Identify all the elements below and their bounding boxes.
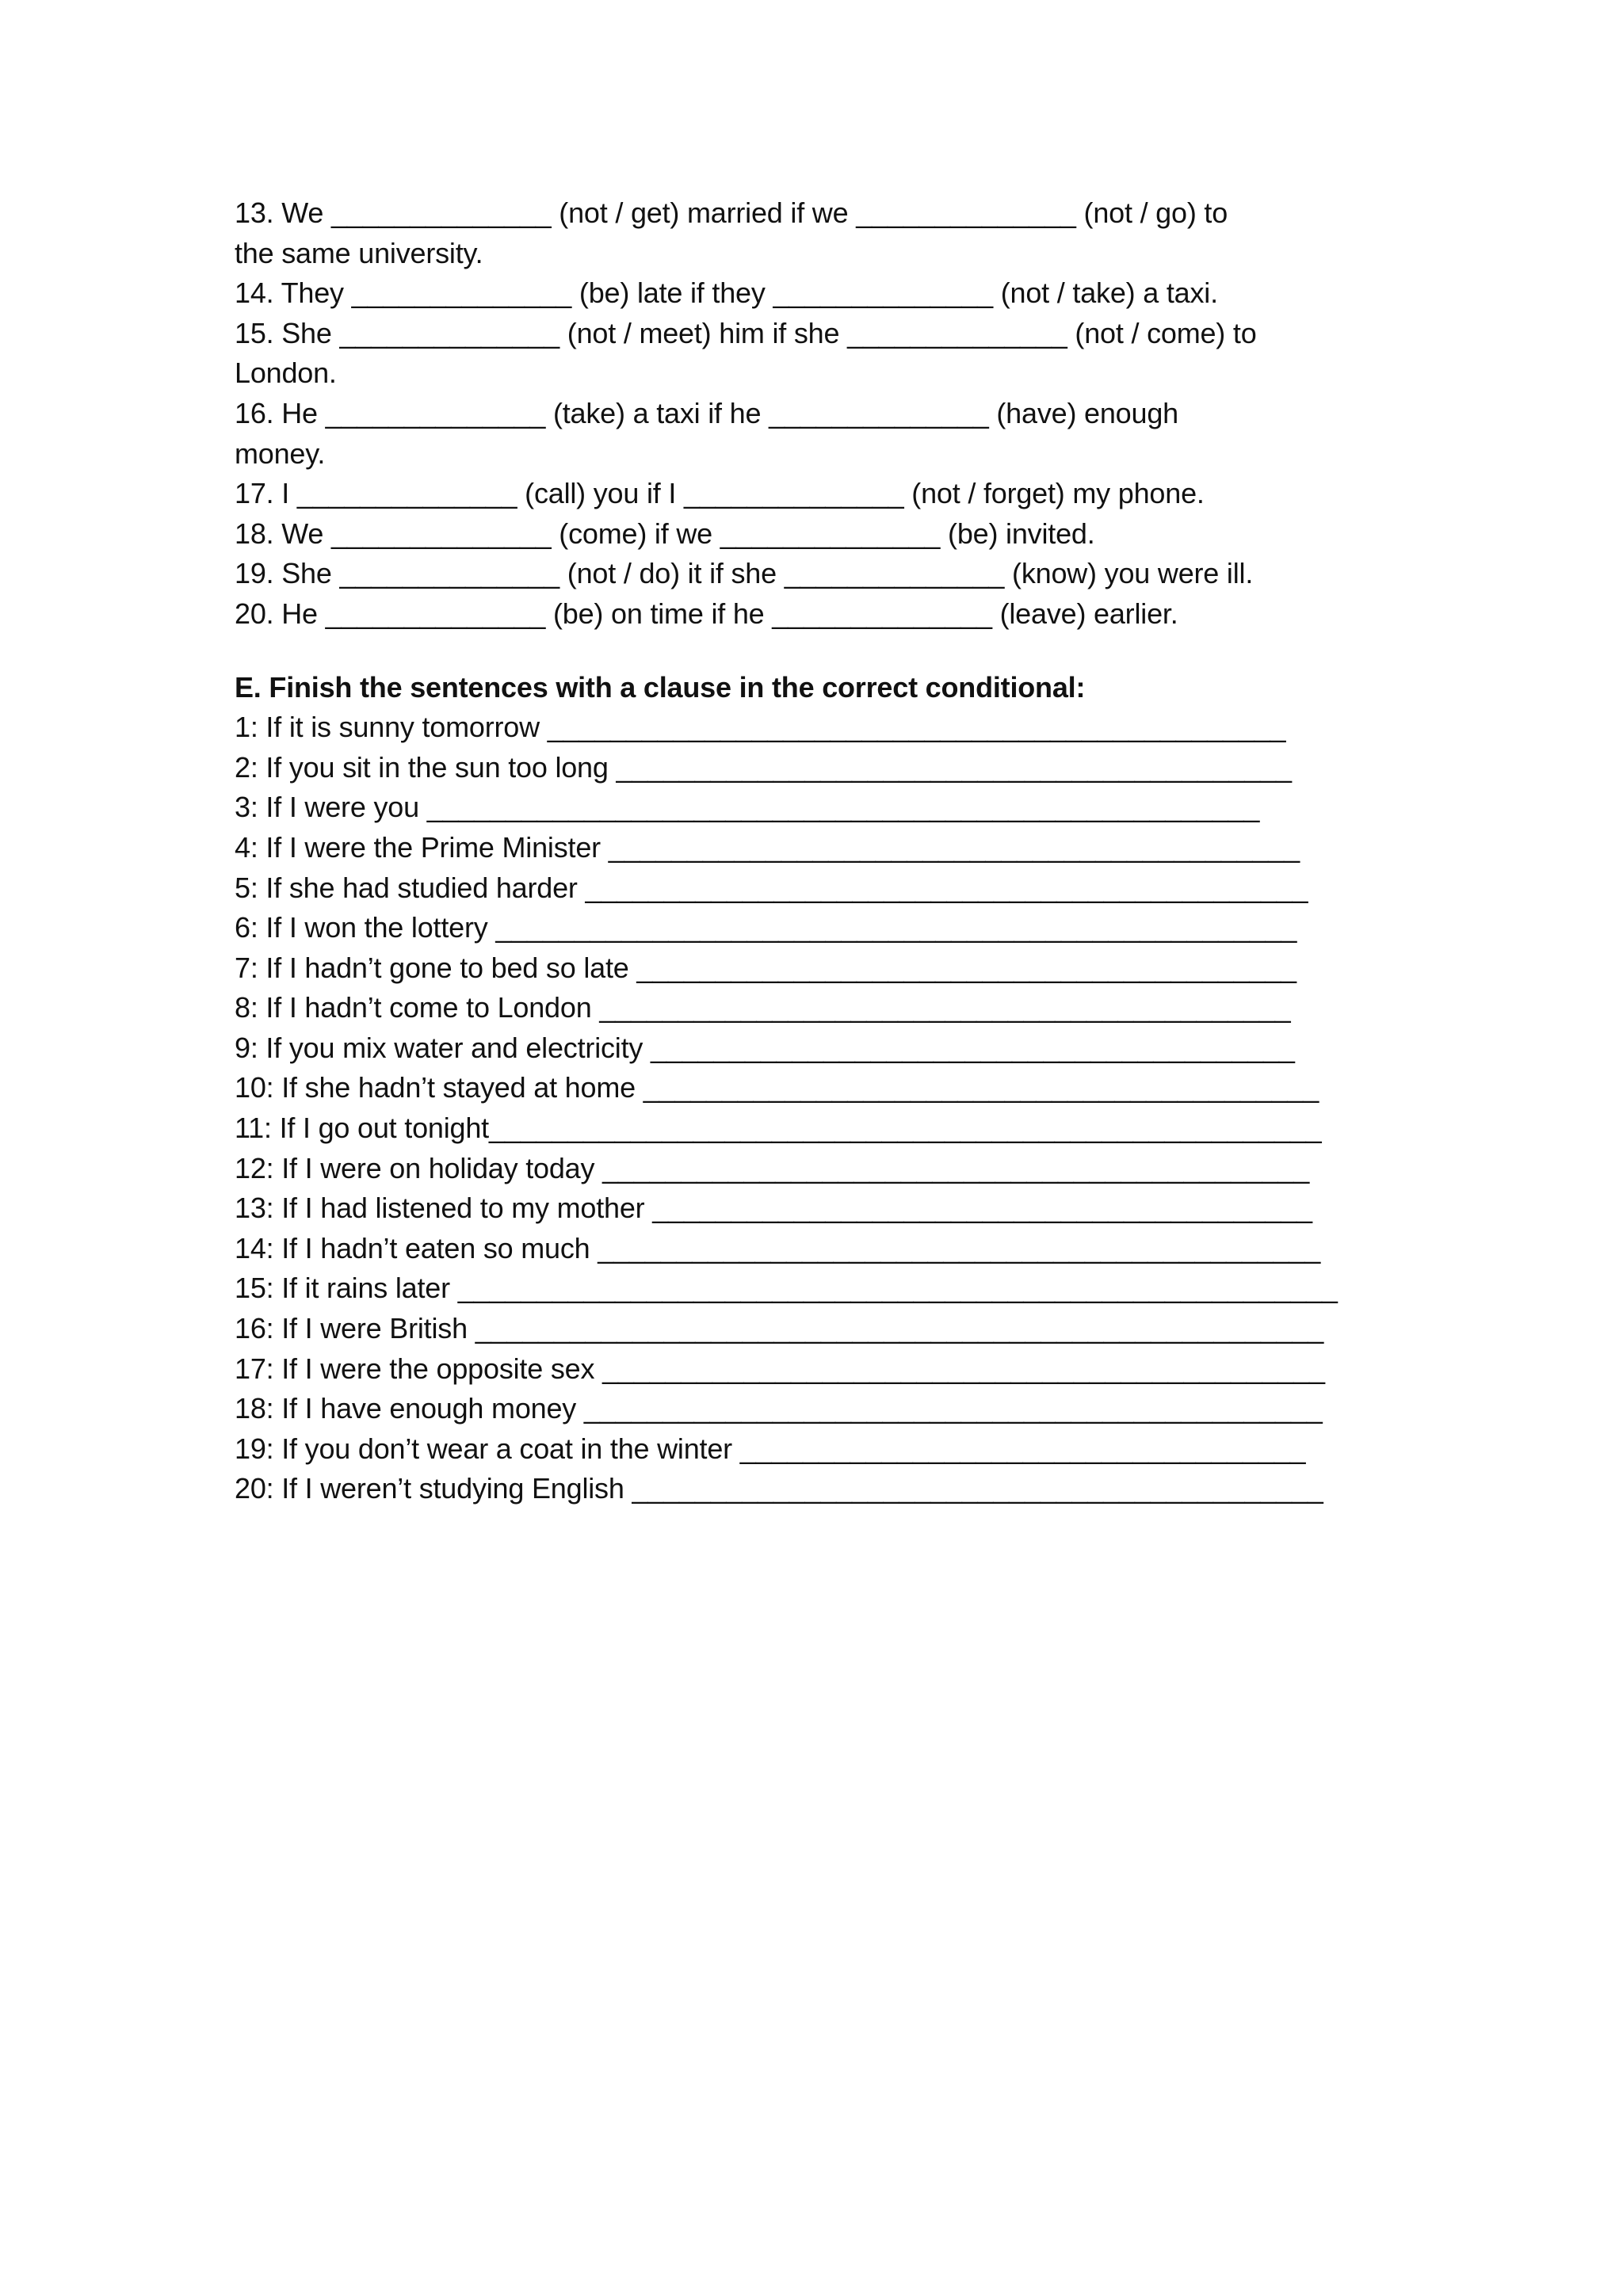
exercise-e-item-9: 9: If you mix water and electricity _________________________________________ (235, 1031, 1295, 1064)
exercise-e-item-16: 16: If I were British ______________________________________________________ (235, 1312, 1324, 1345)
exercise-e-heading: E. Finish the sentences with a clause in the correct conditional: (235, 670, 1086, 704)
exercise-e-item-17: 17: If I were the opposite sex ______________________________________________ (235, 1352, 1325, 1385)
exercise-e-section (235, 668, 1400, 1509)
exercise-e-item-5: 5: If she had studied harder ______________________________________________ (235, 871, 1308, 904)
exercise-e-item-13: 13: If I had listened to my mother __________________________________________ (235, 1192, 1312, 1225)
exercise-d-line-13b: the same university. (235, 236, 483, 269)
exercise-e-item-15: 15: If it rains later ________________________________________________________ (235, 1272, 1338, 1305)
exercise-d-line-19: 19. She ______________ (not / do) it if she ______________ (know) you were ill. (235, 557, 1254, 590)
exercise-e-item-4: 4: If I were the Prime Minister ____________________________________________ (235, 830, 1300, 864)
exercise-d-section (235, 193, 1400, 635)
exercise-d-line-18: 18. We ______________ (come) if we ______________ (be) invited. (235, 517, 1095, 550)
exercise-d-line-15a: 15. She ______________ (not / meet) him if she ______________ (not / come) to (235, 316, 1257, 349)
exercise-d-line-20: 20. He ______________ (be) on time if he ______________ (leave) earlier. (235, 597, 1178, 630)
exercise-e-item-3: 3: If I were you _____________________________________________________ (235, 791, 1260, 824)
section-spacer (235, 635, 1400, 668)
exercise-e-item-10: 10: If she hadn’t stayed at home ___________________________________________ (235, 1071, 1319, 1104)
exercise-e-item-6: 6: If I won the lottery ___________________________________________________ (235, 911, 1297, 944)
exercise-d-line-16b: money. (235, 437, 326, 470)
exercise-e-item-11: 11: If I go out tonight_____________________________________________________ (235, 1112, 1322, 1145)
exercise-e-item-8: 8: If I hadn’t come to London ____________________________________________ (235, 991, 1291, 1024)
exercise-d-line-15b: London. (235, 357, 337, 390)
exercise-e-item-20: 20: If I weren’t studying English ____________________________________________ (235, 1472, 1323, 1505)
exercise-d-line-16a: 16. He ______________ (take) a taxi if he ______________ (have) enough (235, 396, 1178, 429)
exercise-e-item-7: 7: If I hadn’t gone to bed so late __________________________________________ (235, 951, 1296, 984)
exercise-e-item-19: 19: If you don’t wear a coat in the winter ____________________________________ (235, 1432, 1306, 1465)
exercise-e-item-1: 1: If it is sunny tomorrow _______________________________________________ (235, 711, 1286, 744)
exercise-d-line-13a: 13. We ______________ (not / get) married if we ______________ (not / go) to (235, 196, 1228, 229)
exercise-e-item-2: 2: If you sit in the sun too long ___________________________________________ (235, 750, 1292, 784)
exercise-e-item-12: 12: If I were on holiday today _____________________________________________ (235, 1151, 1310, 1184)
exercise-e-item-14: 14: If I hadn’t eaten so much ______________________________________________ (235, 1231, 1321, 1264)
exercise-d-line-17: 17. I ______________ (call) you if I ______________ (not / forget) my phone. (235, 477, 1205, 510)
exercise-e-item-18: 18: If I have enough money _______________________________________________ (235, 1392, 1323, 1425)
exercise-d-line-14: 14. They ______________ (be) late if they ______________ (not / take) a taxi. (235, 277, 1218, 310)
worksheet-page (235, 193, 1400, 1509)
